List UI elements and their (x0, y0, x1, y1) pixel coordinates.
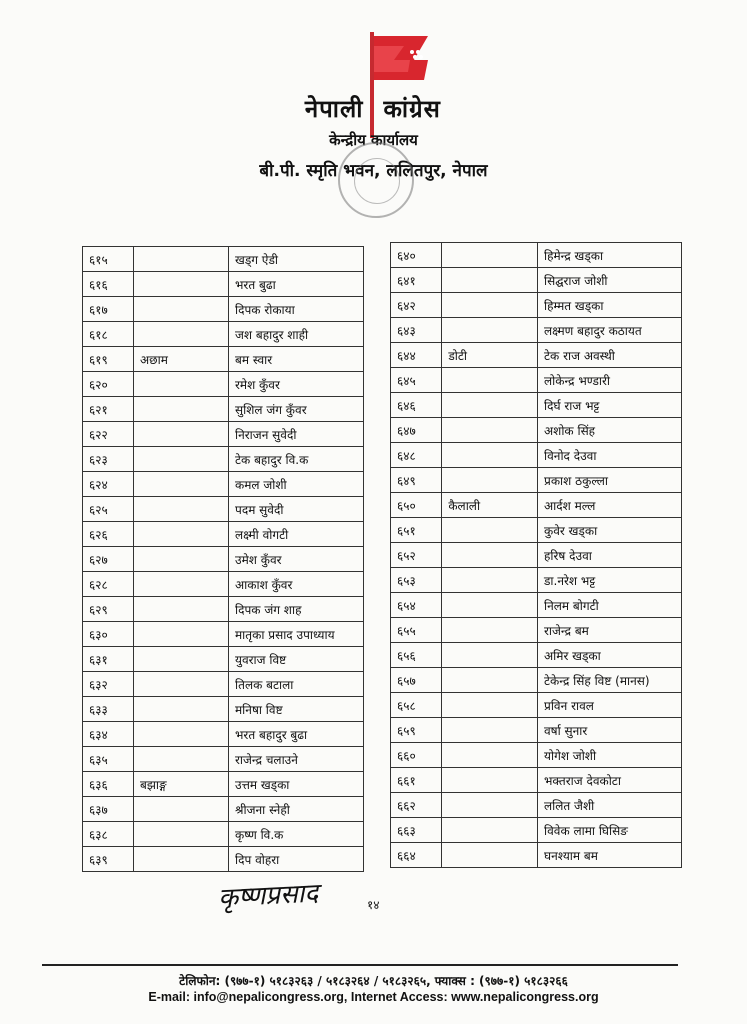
district-name: कैलाली (442, 493, 538, 518)
table-row (83, 797, 364, 822)
district-name: बझाङ्ग (134, 772, 229, 797)
member-number: ६६१ (391, 768, 442, 793)
district-name (442, 793, 538, 818)
member-number: ६२१ (83, 397, 134, 422)
member-number: ६२३ (83, 447, 134, 472)
office-name: केन्द्रीय कार्यालय (329, 131, 418, 149)
table-row (83, 647, 364, 672)
district-name (134, 797, 229, 822)
district-name (134, 247, 229, 272)
district-name (442, 618, 538, 643)
district-name (442, 243, 538, 268)
table-row (83, 697, 364, 722)
member-name: टेक बहादुर वि.क (229, 447, 364, 472)
member-name: घनश्याम बम (538, 843, 682, 868)
district-name (134, 497, 229, 522)
member-number: ६३० (83, 622, 134, 647)
org-name-left: नेपाली (304, 95, 364, 123)
org-name-right: कांग्रेस (383, 95, 441, 123)
table-row (83, 847, 364, 872)
member-name: निराजन सुवेदी (229, 422, 364, 447)
member-number: ६३९ (83, 847, 134, 872)
member-number: ६१५ (83, 247, 134, 272)
table-row (391, 443, 682, 468)
member-name: उमेश कुँवर (229, 547, 364, 572)
district-name (134, 572, 229, 597)
member-name: तिलक बटाला (229, 672, 364, 697)
table-row (83, 772, 364, 797)
member-number: ६४१ (391, 268, 442, 293)
table-row (83, 447, 364, 472)
table-row (83, 547, 364, 572)
member-number: ६१७ (83, 297, 134, 322)
footer-divider (42, 964, 678, 966)
district-name (134, 447, 229, 472)
member-name: हिम्मत खड्का (538, 293, 682, 318)
member-number: ६४३ (391, 318, 442, 343)
table-row (83, 622, 364, 647)
table-row (391, 593, 682, 618)
member-name: आकाश कुँवर (229, 572, 364, 597)
district-name (134, 597, 229, 622)
table-row (83, 422, 364, 447)
member-name: सिद्घराज जोशी (538, 268, 682, 293)
member-name: अशोक सिंह (538, 418, 682, 443)
table-row (391, 493, 682, 518)
member-number: ६४५ (391, 368, 442, 393)
office-seal-stamp (338, 142, 414, 218)
table-row (391, 618, 682, 643)
table-row (391, 818, 682, 843)
table-row (83, 522, 364, 547)
member-number: ६४४ (391, 343, 442, 368)
member-name: विनोद देउवा (538, 443, 682, 468)
table-row (391, 318, 682, 343)
district-name: डोटी (442, 343, 538, 368)
member-number: ६५४ (391, 593, 442, 618)
member-table-right (390, 242, 682, 868)
table-row (391, 543, 682, 568)
member-number: ६६२ (391, 793, 442, 818)
office-address: बी.पी. स्मृति भवन, ललितपुर, नेपाल (259, 161, 488, 181)
member-name: दिर्घ राज भट्ट (538, 393, 682, 418)
member-name: डा.नरेश भट्ट (538, 568, 682, 593)
district-name (134, 372, 229, 397)
table-row (391, 768, 682, 793)
district-name (442, 743, 538, 768)
table-row (391, 468, 682, 493)
district-name (442, 843, 538, 868)
member-name: मातृका प्रसाद उपाध्याय (229, 622, 364, 647)
table-row (391, 843, 682, 868)
member-table-left (82, 246, 364, 872)
member-name: जश बहादुर शाही (229, 322, 364, 347)
member-name: भरत बहादुर बुढा (229, 722, 364, 747)
member-number: ६३५ (83, 747, 134, 772)
member-name: दिपक रोकाया (229, 297, 364, 322)
table-row (391, 368, 682, 393)
table-row (83, 347, 364, 372)
member-number: ६३८ (83, 822, 134, 847)
district-name (442, 543, 538, 568)
member-name: भक्तराज देवकोटा (538, 768, 682, 793)
table-row (83, 322, 364, 347)
district-name (134, 547, 229, 572)
table-row (391, 718, 682, 743)
district-name (134, 472, 229, 497)
member-number: ६१९ (83, 347, 134, 372)
member-name: प्रकाश ठकुल्ला (538, 468, 682, 493)
footer-contact: E-mail: info@nepalicongress.org, Internet Access: www.nepalicongress.org (148, 990, 599, 1004)
member-number: ६२५ (83, 497, 134, 522)
district-name (134, 847, 229, 872)
district-name (134, 397, 229, 422)
table-row (83, 372, 364, 397)
member-name: पदम सुवेदी (229, 497, 364, 522)
member-name: कुवेर खड्का (538, 518, 682, 543)
member-number: ६२९ (83, 597, 134, 622)
table-row (83, 822, 364, 847)
table-row (83, 672, 364, 697)
district-name (442, 468, 538, 493)
district-name (134, 697, 229, 722)
member-name: हरिष देउवा (538, 543, 682, 568)
table-row (391, 343, 682, 368)
table-row (391, 518, 682, 543)
table-row (391, 793, 682, 818)
member-number: ६३७ (83, 797, 134, 822)
district-name (442, 768, 538, 793)
member-number: ६५२ (391, 543, 442, 568)
table-row (83, 272, 364, 297)
table-row (83, 747, 364, 772)
member-number: ६३४ (83, 722, 134, 747)
member-name: लक्ष्मण बहादुर कठायत (538, 318, 682, 343)
table-row (391, 568, 682, 593)
member-number: ६५३ (391, 568, 442, 593)
table-row (391, 743, 682, 768)
district-name (134, 322, 229, 347)
member-number: ६३३ (83, 697, 134, 722)
page-number: १४ (367, 898, 380, 912)
table-row (83, 722, 364, 747)
member-number: ६४८ (391, 443, 442, 468)
member-name: हिमेन्द्र खड्का (538, 243, 682, 268)
member-name: आर्दश मल्ल (538, 493, 682, 518)
district-name (442, 643, 538, 668)
member-name: युवराज विष्ट (229, 647, 364, 672)
district-name (134, 822, 229, 847)
district-name (134, 672, 229, 697)
member-name: राजेन्द्र बम (538, 618, 682, 643)
member-number: ६५० (391, 493, 442, 518)
member-number: ६६४ (391, 843, 442, 868)
member-number: ६२४ (83, 472, 134, 497)
district-name (134, 647, 229, 672)
table-row (391, 243, 682, 268)
table-row (391, 268, 682, 293)
member-name: दिपक जंग शाह (229, 597, 364, 622)
table-row (83, 297, 364, 322)
member-number: ६१८ (83, 322, 134, 347)
member-number: ६२० (83, 372, 134, 397)
member-name: सुशिल जंग कुँवर (229, 397, 364, 422)
table-row (391, 668, 682, 693)
member-number: ६५५ (391, 618, 442, 643)
member-number: ६५१ (391, 518, 442, 543)
district-name (442, 693, 538, 718)
member-number: ६४७ (391, 418, 442, 443)
letterhead (0, 0, 747, 230)
member-name: लोकेन्द्र भण्डारी (538, 368, 682, 393)
district-name (442, 668, 538, 693)
district-name (134, 422, 229, 447)
table-row (391, 393, 682, 418)
district-name: अछाम (134, 347, 229, 372)
district-name (442, 593, 538, 618)
table-row (391, 693, 682, 718)
district-name (442, 818, 538, 843)
member-name: ललित जैशी (538, 793, 682, 818)
district-name (442, 268, 538, 293)
member-number: ६५८ (391, 693, 442, 718)
member-number: ६४२ (391, 293, 442, 318)
member-number: ६३२ (83, 672, 134, 697)
table-row (391, 418, 682, 443)
district-name (442, 318, 538, 343)
member-number: ६५६ (391, 643, 442, 668)
member-name: कृष्ण वि.क (229, 822, 364, 847)
member-name: रमेश कुँवर (229, 372, 364, 397)
district-name (442, 393, 538, 418)
member-name: टेकेन्द्र सिंह विष्ट (मानस) (538, 668, 682, 693)
footer-phone: टेलिफोन: (९७७-१) ५१८३२६३ / ५१८३२६४ / ५१८३२६५, फ्याक्स : (९७७-१) ५१८३२६६ (179, 974, 568, 988)
member-number: ६२२ (83, 422, 134, 447)
organization-name (0, 92, 747, 125)
member-name: राजेन्द्र चलाउने (229, 747, 364, 772)
member-number: ६४० (391, 243, 442, 268)
member-number: ६३१ (83, 647, 134, 672)
district-name (442, 568, 538, 593)
member-name: टेक राज अवस्थी (538, 343, 682, 368)
district-name (442, 293, 538, 318)
member-number: ६२६ (83, 522, 134, 547)
member-name: बम स्वार (229, 347, 364, 372)
member-name: दिप वोहरा (229, 847, 364, 872)
district-name (134, 297, 229, 322)
member-name: खड्ग ऐडी (229, 247, 364, 272)
district-name (442, 368, 538, 393)
table-row (83, 247, 364, 272)
member-name: योगेश जोशी (538, 743, 682, 768)
member-number: ६१६ (83, 272, 134, 297)
member-name: प्रविन रावल (538, 693, 682, 718)
table-row (391, 643, 682, 668)
member-name: निलम बोगटी (538, 593, 682, 618)
district-name (134, 722, 229, 747)
member-name: विवेक लामा घिसिङ (538, 818, 682, 843)
table-row (83, 397, 364, 422)
member-name: वर्षा सुनार (538, 718, 682, 743)
member-name: कमल जोशी (229, 472, 364, 497)
district-name (134, 747, 229, 772)
district-name (134, 522, 229, 547)
member-number: ६४६ (391, 393, 442, 418)
member-number: ६६० (391, 743, 442, 768)
member-name: श्रीजना स्नेही (229, 797, 364, 822)
member-name: उत्तम खड्का (229, 772, 364, 797)
member-number: ६२८ (83, 572, 134, 597)
member-number: ६२७ (83, 547, 134, 572)
table-row (83, 472, 364, 497)
member-number: ६५९ (391, 718, 442, 743)
table-row (83, 497, 364, 522)
member-name: मनिषा विष्ट (229, 697, 364, 722)
district-name (442, 718, 538, 743)
district-name (134, 272, 229, 297)
member-name: भरत बुढा (229, 272, 364, 297)
member-number: ६६३ (391, 818, 442, 843)
district-name (442, 418, 538, 443)
member-number: ६५७ (391, 668, 442, 693)
member-number: ६३६ (83, 772, 134, 797)
member-name: अमिर खड्का (538, 643, 682, 668)
member-name: लक्ष्मी वोगटी (229, 522, 364, 547)
signature: कृष्णप्रसाद (217, 878, 319, 914)
table-row (83, 572, 364, 597)
district-name (442, 443, 538, 468)
table-row (391, 293, 682, 318)
district-name (442, 518, 538, 543)
member-number: ६४९ (391, 468, 442, 493)
table-row (83, 597, 364, 622)
district-name (134, 622, 229, 647)
